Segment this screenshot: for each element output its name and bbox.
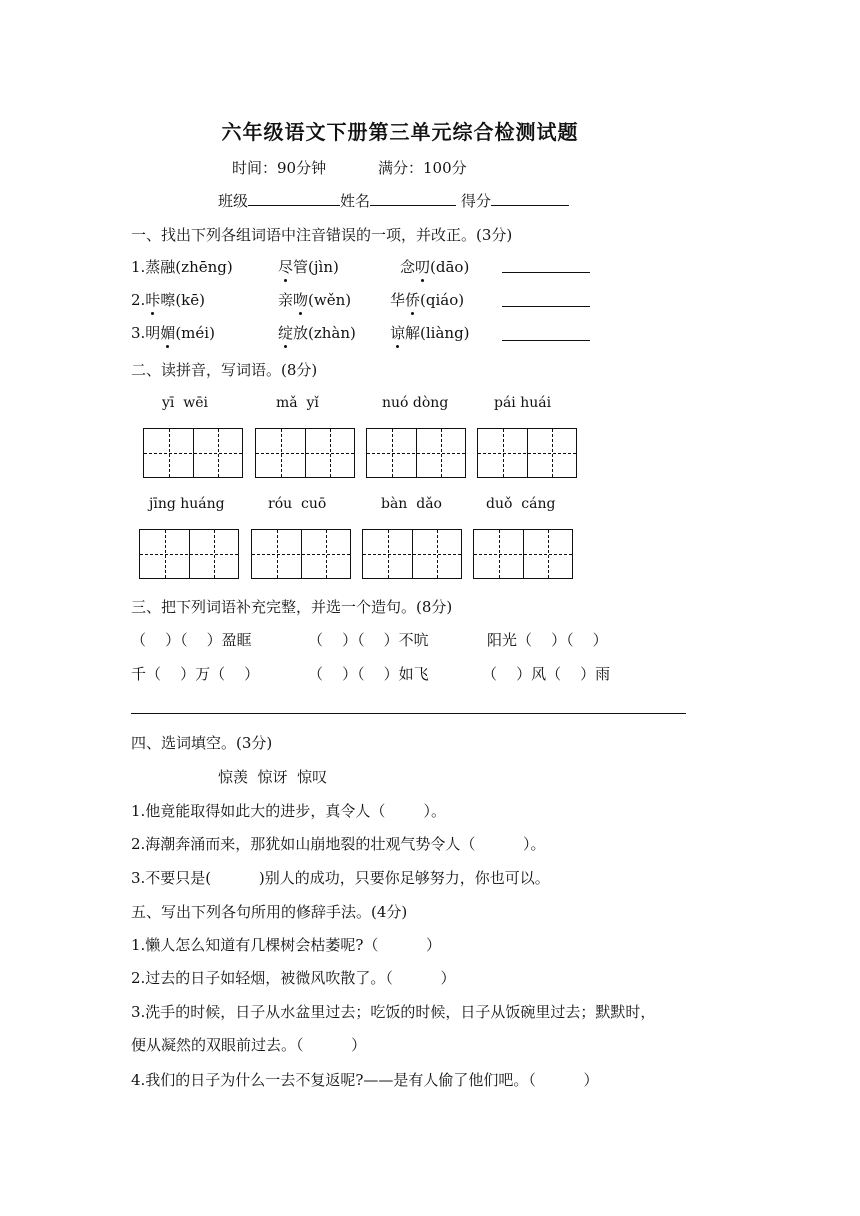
pinyin-2: mǎ yǐ bbox=[276, 395, 319, 411]
s5-question-3-line-2: 便从凝然的双眼前过去。（ ） bbox=[131, 1036, 367, 1054]
s1-row1-a: 1.蒸融(zhēng) bbox=[131, 258, 233, 276]
page-title: 六年级语文下册第三单元综合检测试题 bbox=[221, 120, 579, 144]
section-4-heading: 四、选词填空。(3分) bbox=[131, 734, 273, 752]
word-bank: 惊羡 惊讶 惊叹 bbox=[218, 768, 328, 786]
exam-time: 时间：90分钟 bbox=[232, 159, 327, 177]
score-label: 得分 bbox=[460, 192, 491, 210]
s4-question-3: 3.不要只是( )别人的成功，只要你足够努力，你也可以。 bbox=[131, 869, 550, 887]
writing-grid-2[interactable] bbox=[255, 428, 355, 478]
section-1-heading: 一、找出下列各组词语中注音错误的一项，并改正。(3分) bbox=[131, 226, 513, 244]
s3-item-3: 阳光（ ）（ ） bbox=[487, 631, 608, 649]
pinyin-7: bàn dǎo bbox=[381, 496, 442, 512]
s5-question-1: 1.懒人怎么知道有几棵树会枯萎呢?（ ） bbox=[131, 936, 442, 954]
section-3-heading: 三、把下列词语补充完整，并选一个造句。(8分) bbox=[131, 598, 453, 616]
writing-grid-1[interactable] bbox=[143, 428, 243, 478]
writing-grid-4[interactable] bbox=[477, 428, 577, 478]
s5-question-3-line-1: 3.洗手的时候，日子从水盆里过去；吃饭的时候，日子从饭碗里过去；默默时， bbox=[131, 1003, 656, 1021]
s3-item-6: （ ）风（ ）雨 bbox=[482, 665, 611, 683]
s1-row2-answer-blank[interactable] bbox=[502, 306, 590, 307]
s3-item-4: 千（ ）万（ ） bbox=[131, 665, 260, 683]
writing-grid-7[interactable] bbox=[362, 529, 462, 579]
class-label: 班级 bbox=[218, 192, 249, 210]
section-5-heading: 五、写出下列各句所用的修辞手法。(4分) bbox=[131, 903, 408, 921]
pinyin-3: nuó dòng bbox=[382, 395, 449, 411]
s3-item-2: （ ）（ ）不吭 bbox=[308, 631, 429, 649]
pinyin-4: pái huái bbox=[494, 395, 552, 411]
name-blank[interactable] bbox=[370, 191, 456, 206]
s1-row2-c: 华侨(qiáo) bbox=[390, 291, 465, 309]
s1-row1-answer-blank[interactable] bbox=[502, 272, 590, 273]
s1-row2-a: 2.咔嚓(kē) bbox=[131, 291, 205, 309]
s3-item-5: （ ）（ ）如飞 bbox=[308, 665, 429, 683]
writing-grid-8[interactable] bbox=[473, 529, 573, 579]
writing-grid-3[interactable] bbox=[366, 428, 466, 478]
s1-row3-a: 3.明媚(méi) bbox=[131, 324, 215, 342]
score-blank[interactable] bbox=[491, 191, 569, 206]
s1-row1-c: 念叨(dāo) bbox=[400, 258, 470, 276]
pinyin-5: jīng huáng bbox=[149, 496, 225, 512]
pinyin-8: duǒ cáng bbox=[486, 496, 556, 512]
section-2-heading: 二、读拼音，写词语。(8分) bbox=[131, 361, 318, 379]
s5-question-2: 2.过去的日子如轻烟，被微风吹散了。（ ） bbox=[131, 969, 456, 987]
writing-grid-5[interactable] bbox=[139, 529, 239, 579]
pinyin-1: yī wēi bbox=[162, 395, 209, 411]
pinyin-6: róu cuō bbox=[268, 496, 327, 512]
s4-question-2: 2.海潮奔涌而来，那犹如山崩地裂的壮观气势令人（ ）。 bbox=[131, 835, 546, 853]
sentence-answer-line[interactable] bbox=[131, 713, 686, 714]
s1-row3-answer-blank[interactable] bbox=[502, 340, 590, 341]
s1-row3-b: 绽放(zhàn) bbox=[278, 324, 356, 342]
name-label: 姓名 bbox=[340, 192, 371, 210]
class-blank[interactable] bbox=[248, 191, 340, 206]
s5-question-4: 4.我们的日子为什么一去不复返呢?——是有人偷了他们吧。（ ） bbox=[131, 1071, 599, 1089]
s3-item-1: （ ）（ ）盈眶 bbox=[131, 631, 252, 649]
s1-row1-b: 尽管(jìn) bbox=[278, 258, 339, 276]
s4-question-1: 1.他竟能取得如此大的进步，真令人（ ）。 bbox=[131, 802, 446, 820]
writing-grid-6[interactable] bbox=[251, 529, 351, 579]
s1-row2-b: 亲吻(wěn) bbox=[278, 291, 352, 309]
s1-row3-c: 谅解(liàng) bbox=[390, 324, 470, 342]
student-info-line bbox=[218, 190, 569, 211]
full-score: 满分：100分 bbox=[378, 159, 467, 177]
